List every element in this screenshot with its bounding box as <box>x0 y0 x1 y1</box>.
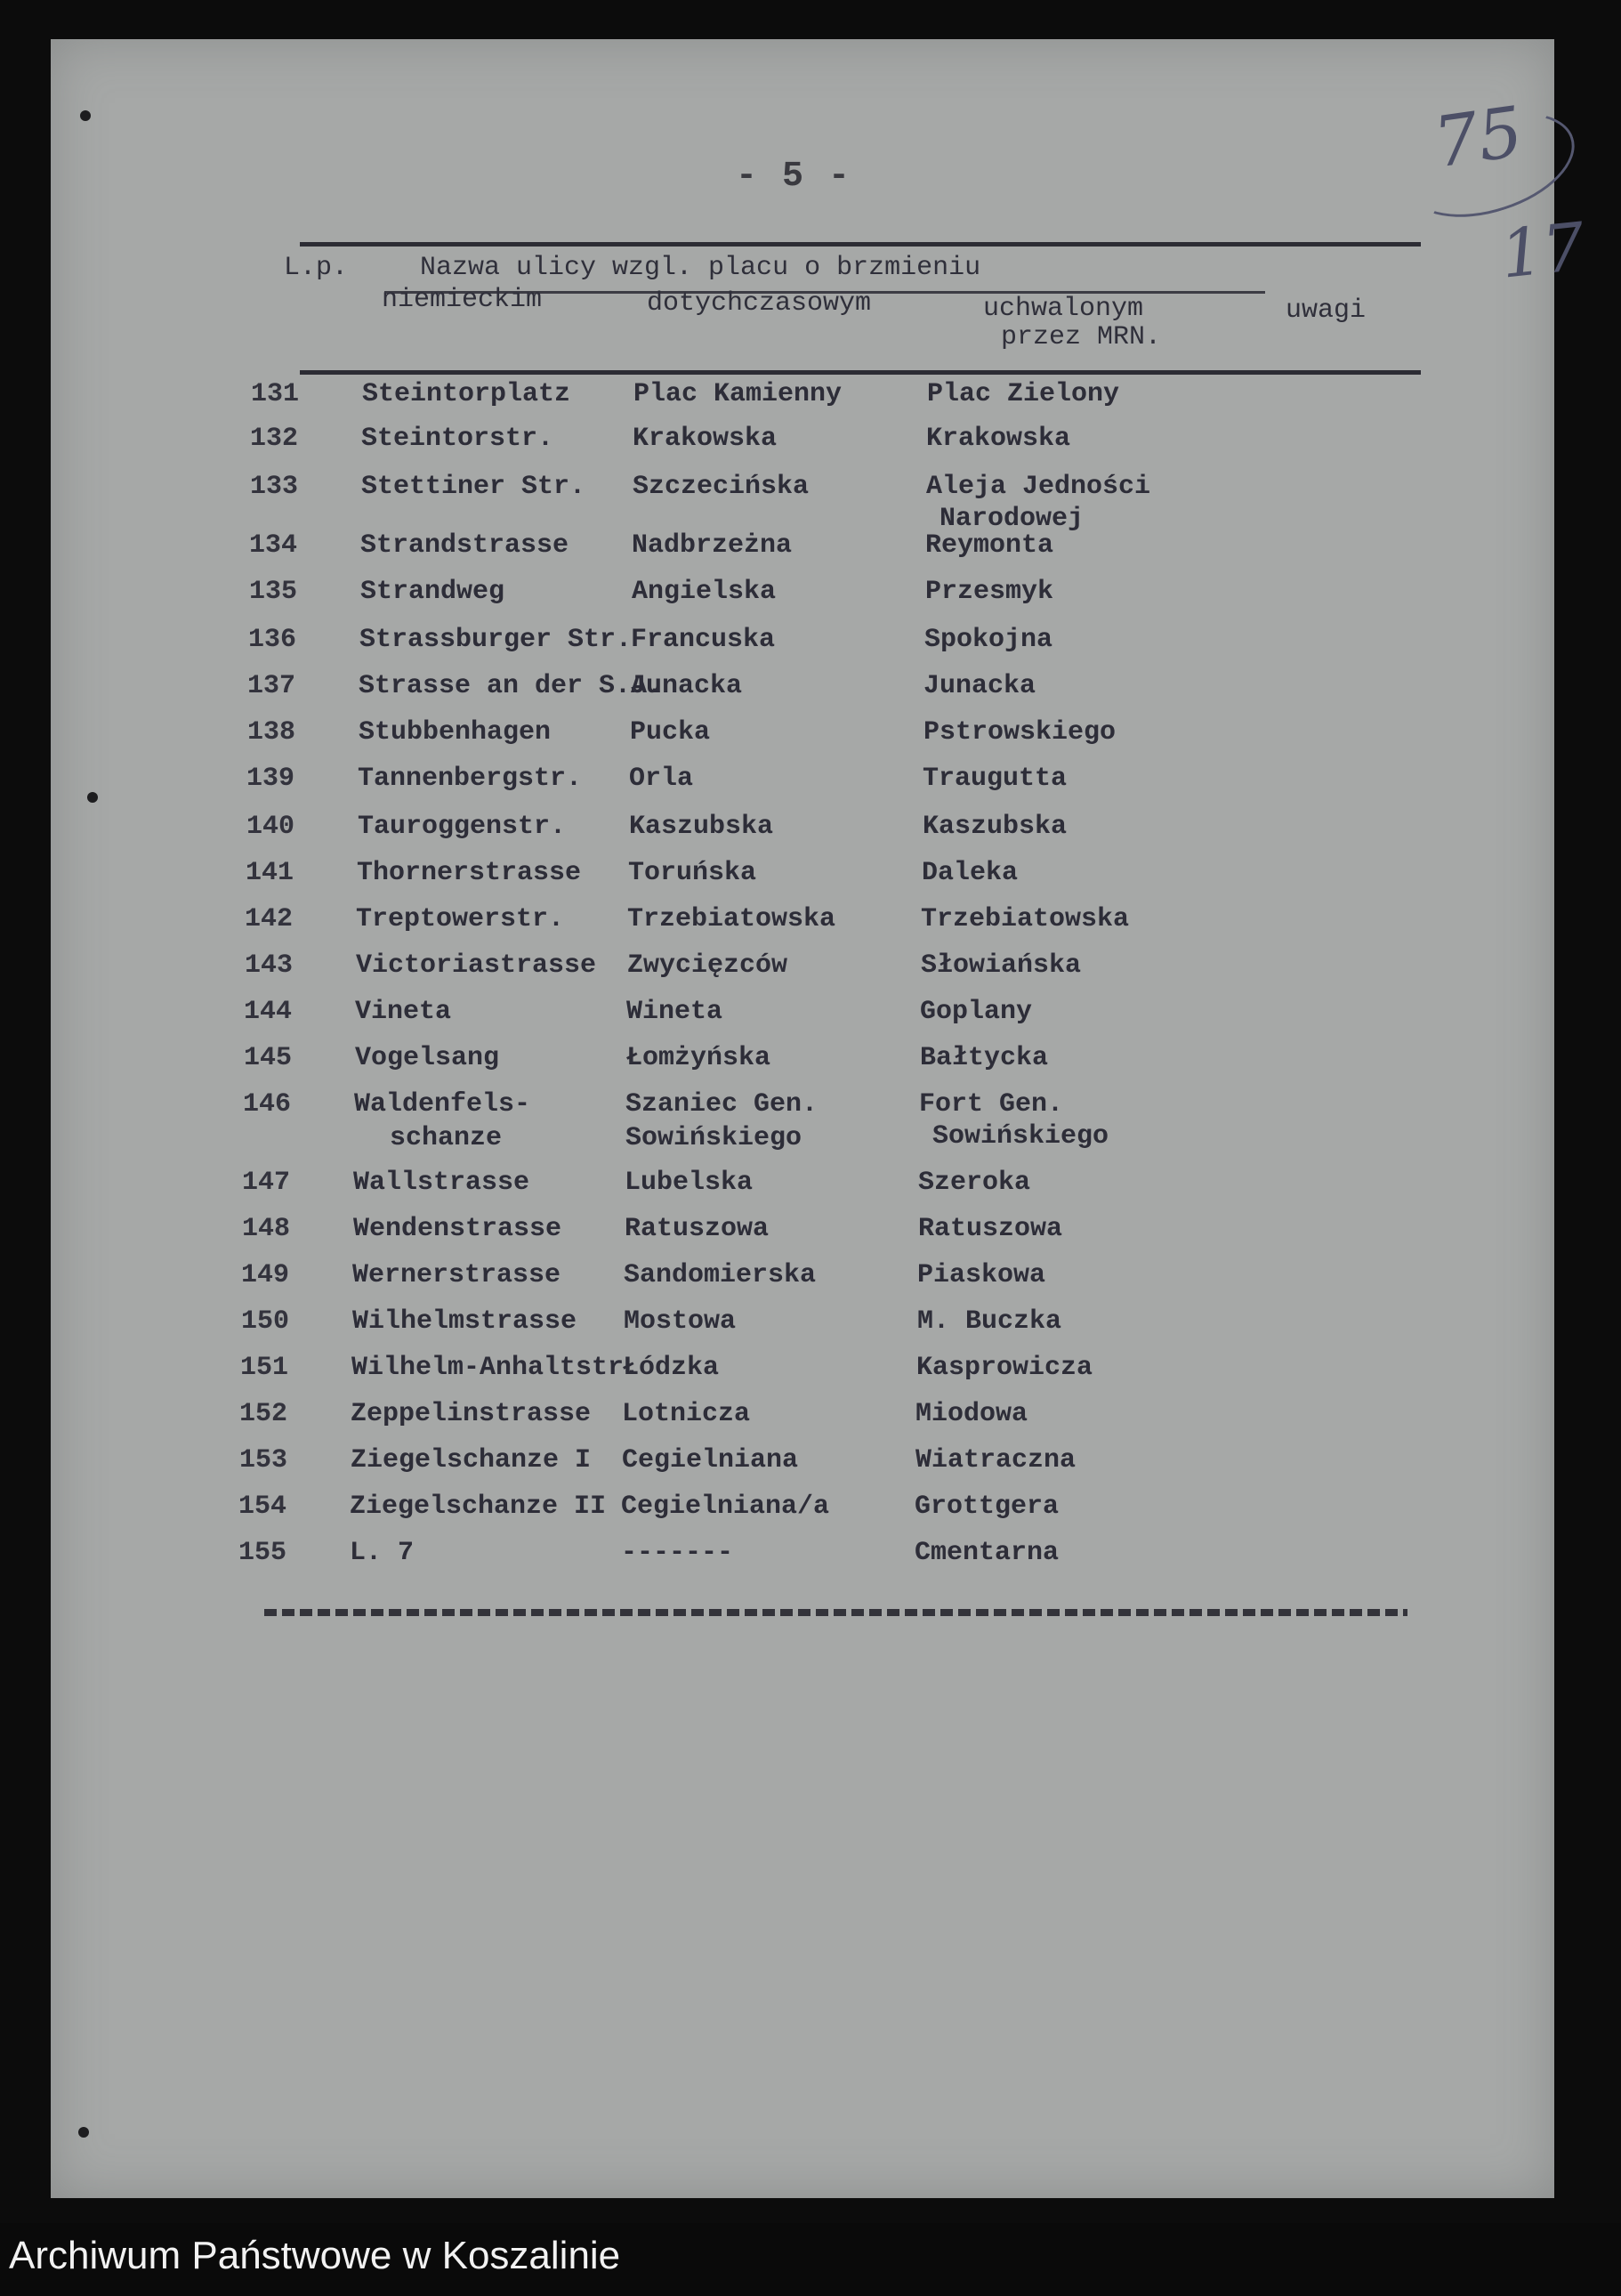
row-152-lp: 152 <box>239 1399 288 1429</box>
row-155-german: L. 7 <box>350 1538 415 1568</box>
row-148-previous: Ratuszowa <box>625 1214 770 1244</box>
row-144-adopted: Goplany <box>920 997 1033 1027</box>
document-page <box>51 39 1589 2198</box>
row-133-adopted2: Narodowej <box>940 504 1085 534</box>
row-133-german: Stettiner Str. <box>361 472 586 502</box>
row-132-adopted: Krakowska <box>926 424 1071 454</box>
punch-mark <box>87 792 98 803</box>
row-131-adopted: Plac Zielony <box>927 379 1120 409</box>
row-149-adopted: Piaskowa <box>917 1260 1046 1290</box>
row-141-adopted: Daleka <box>922 858 1019 888</box>
row-153-adopted: Wiatraczna <box>915 1445 1077 1475</box>
row-143-german: Victoriastrasse <box>356 950 597 981</box>
row-150-adopted: M. Buczka <box>917 1306 1062 1337</box>
row-131-german: Steintorplatz <box>362 379 571 409</box>
row-137-previous: Junacka <box>630 671 743 701</box>
row-148-adopted: Ratuszowa <box>918 1214 1063 1244</box>
row-144-german: Vineta <box>355 997 452 1027</box>
row-140-adopted: Kaszubska <box>923 812 1068 842</box>
row-145-german: Vogelsang <box>355 1043 500 1073</box>
header-name-group: Nazwa ulicy wzgl. placu o brzmieniu <box>420 253 981 283</box>
row-145-previous: Łomżyńska <box>626 1043 771 1073</box>
row-136-german: Strassburger Str. <box>359 625 633 655</box>
header-adopted-line1: uchwalonym <box>983 294 1144 324</box>
handwritten-number-top: 75 <box>1429 92 1528 184</box>
row-151-german: Wilhelm-Anhaltstr. <box>351 1353 641 1383</box>
row-147-previous: Lubelska <box>625 1168 754 1198</box>
row-147-lp: 147 <box>242 1168 291 1198</box>
page-number: - 5 - <box>736 157 852 197</box>
row-146-previous2: Sowińskiego <box>625 1123 802 1153</box>
row-135-adopted: Przesmyk <box>925 577 1054 607</box>
header-german: niemieckim <box>382 285 543 315</box>
row-131-previous: Plac Kamienny <box>633 379 843 409</box>
row-137-german: Strasse an der S.A. <box>359 671 664 701</box>
row-153-german: Ziegelschanze I <box>351 1445 592 1475</box>
row-138-adopted: Pstrowskiego <box>923 717 1117 748</box>
row-140-previous: Kaszubska <box>629 812 774 842</box>
row-135-lp: 135 <box>249 577 298 607</box>
row-143-previous: Zwycięzców <box>627 950 788 981</box>
row-136-previous: Francuska <box>631 625 776 655</box>
row-134-german: Strandstrasse <box>360 530 569 561</box>
row-140-german: Tauroggenstr. <box>358 812 567 842</box>
header-adopted-line2: przez MRN. <box>1001 322 1162 352</box>
row-134-lp: 134 <box>249 530 298 561</box>
row-141-lp: 141 <box>246 858 294 888</box>
row-146-adopted2: Sowińskiego <box>932 1121 1109 1152</box>
row-146-german: Waldenfels- <box>354 1089 531 1120</box>
row-151-previous: Łódzka <box>623 1353 720 1383</box>
row-149-lp: 149 <box>241 1260 290 1290</box>
row-153-lp: 153 <box>239 1445 288 1475</box>
row-138-german: Stubbenhagen <box>359 717 552 748</box>
row-149-german: Wernerstrasse <box>352 1260 561 1290</box>
row-144-previous: Wineta <box>626 997 723 1027</box>
row-142-previous: Trzebiatowska <box>627 904 836 934</box>
row-147-adopted: Szeroka <box>918 1168 1031 1198</box>
row-150-previous: Mostowa <box>624 1306 737 1337</box>
row-148-german: Wendenstrasse <box>353 1214 562 1244</box>
row-155-previous: ------- <box>621 1538 734 1568</box>
row-135-german: Strandweg <box>360 577 505 607</box>
handwritten-number-second: 17 <box>1496 208 1589 294</box>
row-142-lp: 142 <box>245 904 294 934</box>
row-138-lp: 138 <box>247 717 296 748</box>
archive-name: Archiwum Państwowe w Koszalinie <box>9 2234 621 2277</box>
row-139-lp: 139 <box>246 764 295 794</box>
row-154-adopted: Grottgera <box>915 1492 1060 1522</box>
row-154-german: Ziegelschanze II <box>350 1492 607 1522</box>
punch-mark <box>78 2127 89 2138</box>
row-135-previous: Angielska <box>632 577 777 607</box>
row-134-adopted: Reymonta <box>925 530 1054 561</box>
row-152-adopted: Miodowa <box>915 1399 1028 1429</box>
row-132-previous: Krakowska <box>633 424 778 454</box>
header-previous: dotychczasowym <box>647 288 872 319</box>
row-134-previous: Nadbrzeżna <box>632 530 793 561</box>
row-136-lp: 136 <box>248 625 297 655</box>
row-142-adopted: Trzebiatowska <box>921 904 1130 934</box>
row-146-previous: Szaniec Gen. <box>625 1089 819 1120</box>
header-bottom-rule <box>300 370 1421 375</box>
row-133-lp: 133 <box>250 472 299 502</box>
row-155-lp: 155 <box>238 1538 287 1568</box>
row-136-adopted: Spokojna <box>924 625 1053 655</box>
row-144-lp: 144 <box>244 997 293 1027</box>
row-155-adopted: Cmentarna <box>915 1538 1060 1568</box>
row-139-german: Tannenbergstr. <box>358 764 583 794</box>
row-154-previous: Cegielniana/a <box>621 1492 830 1522</box>
row-145-lp: 145 <box>244 1043 293 1073</box>
archive-footer <box>0 2223 1621 2296</box>
row-147-german: Wallstrasse <box>353 1168 530 1198</box>
row-133-previous: Szczecińska <box>633 472 810 502</box>
row-146-adopted: Fort Gen. <box>919 1089 1064 1120</box>
row-153-previous: Cegielniana <box>622 1445 799 1475</box>
row-139-adopted: Traugutta <box>923 764 1068 794</box>
row-138-previous: Pucka <box>630 717 711 748</box>
punch-mark <box>80 110 91 121</box>
row-137-adopted: Junacka <box>923 671 1036 701</box>
table-bottom-rule <box>264 1609 1407 1616</box>
row-142-german: Treptowerstr. <box>356 904 565 934</box>
row-137-lp: 137 <box>247 671 296 701</box>
row-132-lp: 132 <box>250 424 299 454</box>
row-150-german: Wilhelmstrasse <box>352 1306 577 1337</box>
row-141-previous: Toruńska <box>628 858 757 888</box>
row-131-lp: 131 <box>251 379 300 409</box>
row-145-adopted: Bałtycka <box>920 1043 1049 1073</box>
row-152-previous: Lotnicza <box>622 1399 751 1429</box>
row-146-lp: 146 <box>243 1089 292 1120</box>
row-146-german2: schanze <box>390 1123 503 1153</box>
row-154-lp: 154 <box>238 1492 287 1522</box>
row-133-adopted: Aleja Jedności <box>926 472 1151 502</box>
row-141-german: Thornerstrasse <box>357 858 582 888</box>
row-148-lp: 148 <box>242 1214 291 1244</box>
row-151-lp: 151 <box>240 1353 289 1383</box>
header-remarks: uwagi <box>1286 295 1367 326</box>
row-143-adopted: Słowiańska <box>921 950 1082 981</box>
row-152-german: Zeppelinstrasse <box>351 1399 592 1429</box>
row-149-previous: Sandomierska <box>624 1260 817 1290</box>
row-151-adopted: Kasprowicza <box>916 1353 1093 1383</box>
row-132-german: Steintorstr. <box>361 424 554 454</box>
row-139-previous: Orla <box>629 764 694 794</box>
header-lp: L.p. <box>284 253 349 283</box>
table-top-rule <box>300 242 1421 247</box>
row-143-lp: 143 <box>245 950 294 981</box>
row-150-lp: 150 <box>241 1306 290 1337</box>
row-140-lp: 140 <box>246 812 295 842</box>
